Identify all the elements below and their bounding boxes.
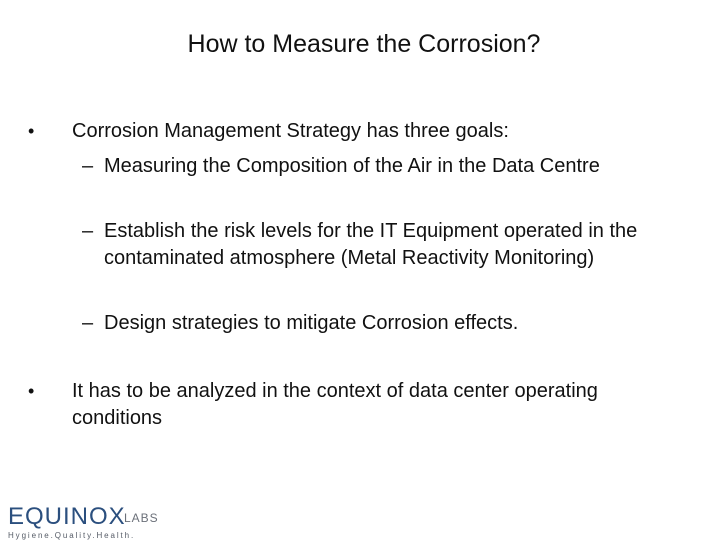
logo-suffix: LABS: [124, 511, 159, 525]
sub-bullet-text: Establish the risk levels for the IT Equipment operated in the contaminated atmosphere (Metal Reactivity Monitoring): [104, 220, 638, 269]
sub-bullet-dash: –: [82, 155, 94, 177]
sub-bullet-text: Design strategies to mitigate Corrosion effects.: [104, 312, 519, 334]
bullet-dot: •: [28, 121, 35, 141]
sub-bullet-dash: –: [82, 312, 94, 334]
equinox-labs-logo: [8, 500, 168, 544]
slide-title: How to Measure the Corrosion?: [187, 30, 541, 58]
logo-brand: EQUINOX: [8, 503, 126, 530]
bullet-text: Corrosion Management Strategy has three goals:: [72, 120, 509, 142]
sub-bullet-item: [82, 153, 722, 207]
bullet-item: [28, 118, 708, 148]
sub-bullet-item: [82, 218, 722, 299]
logo-graphic: [8, 500, 168, 544]
bullet-dot: •: [28, 381, 35, 401]
bullet-text: It has to be analyzed in the context of data center operating conditions: [72, 380, 598, 429]
sub-bullet-dash: –: [82, 220, 94, 242]
bullet-item: [28, 378, 708, 438]
sub-bullet-text: Measuring the Composition of the Air in the Data Centre: [104, 155, 600, 177]
sub-bullet-item: [82, 310, 722, 340]
logo-tagline: Hygiene.Quality.Health.: [8, 531, 136, 540]
